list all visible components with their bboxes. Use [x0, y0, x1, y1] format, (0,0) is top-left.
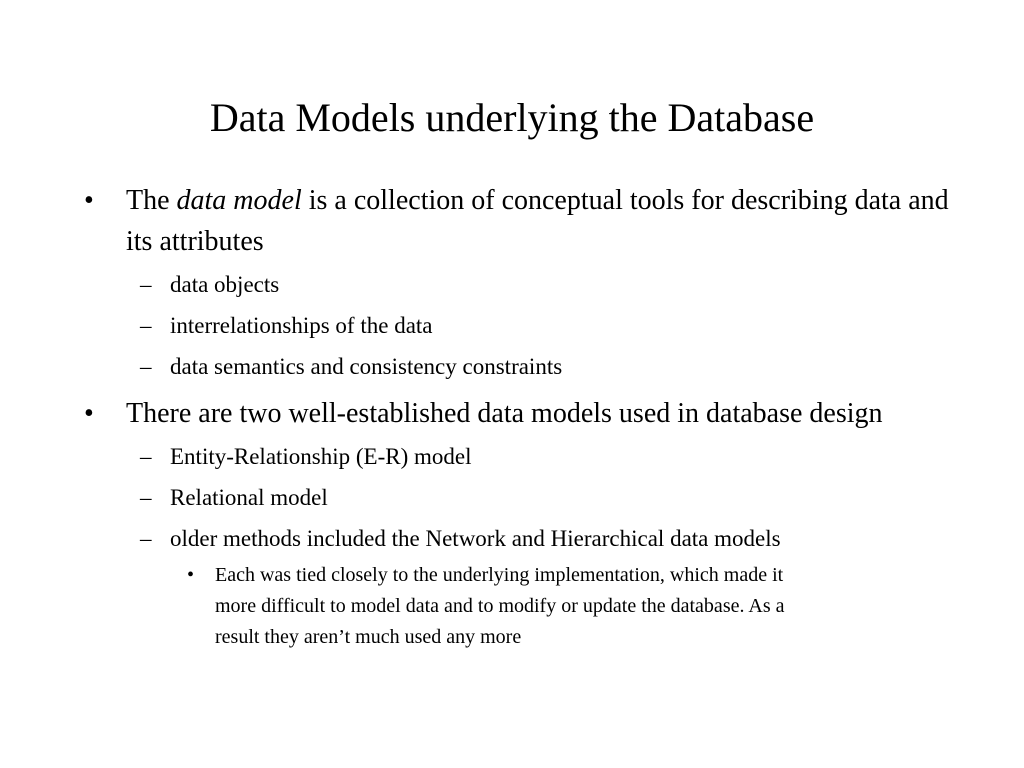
sub-item [84, 436, 964, 477]
sub-sub-item [84, 560, 815, 653]
bullet-text-post: is a collection of conceptual tools for describing data and its attributes [126, 185, 949, 257]
bullet-text: There are two well-established data models used in database design [126, 398, 883, 429]
bullet-text-pre: The [126, 185, 177, 216]
sub-item [84, 264, 964, 305]
sub-item [84, 518, 964, 559]
sub-item [84, 477, 964, 518]
slide-content [84, 180, 964, 659]
bullet-item [84, 393, 964, 434]
bullet-icon: • [84, 398, 94, 429]
dash-icon: – [140, 313, 152, 338]
sub-item [84, 346, 964, 387]
sub-item [84, 305, 964, 346]
dash-icon: – [140, 272, 152, 297]
bullet-icon: • [84, 185, 94, 216]
sub-list [84, 264, 964, 387]
bullet-item [84, 180, 964, 262]
sub-sub-item-text: Each was tied closely to the underlying implementation, which made it more difficult to model data and to modify or update the database. As a result they aren’t much used any more [215, 564, 785, 648]
bullet-icon: • [187, 564, 195, 586]
sub-item-text: data semantics and consistency constraints [170, 354, 563, 379]
dash-icon: – [140, 485, 152, 510]
dash-icon: – [140, 444, 152, 469]
sub-item-text: interrelationships of the data [170, 313, 433, 338]
sub-list [84, 436, 964, 653]
sub-item-text: Entity-Relationship (E-R) model [170, 444, 472, 469]
dash-icon: – [140, 354, 152, 379]
dash-icon: – [140, 526, 152, 551]
bullet-text-emphasis: data model [176, 185, 302, 216]
slide-title: Data Models underlying the Database [209, 95, 815, 140]
sub-item-text: older methods included the Network and Hierarchical data models [170, 526, 781, 551]
sub-item-text: data objects [170, 272, 280, 297]
sub-item-text: Relational model [170, 485, 328, 510]
